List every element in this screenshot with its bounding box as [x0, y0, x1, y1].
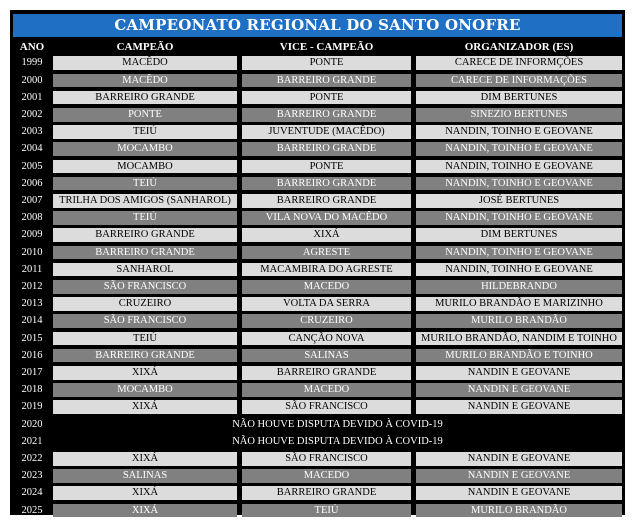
table-title: CAMPEONATO REGIONAL DO SANTO ONOFRE: [13, 14, 622, 37]
table-row: [10, 244, 625, 261]
organizer-cell: DIM BERTUNES: [416, 91, 622, 105]
champion-cell: SÃO FRANCISCO: [53, 314, 237, 328]
year-cell: 2018: [21, 384, 43, 396]
runner-up-cell: PONTE: [242, 160, 411, 174]
champion-cell: XIXÁ: [53, 504, 237, 518]
year-cell: 2004: [21, 143, 43, 155]
year-cell: 2014: [21, 315, 43, 327]
year-cell: 2006: [21, 177, 43, 189]
year-cell: 2009: [21, 229, 43, 241]
header-year: ANO: [19, 41, 45, 53]
runner-up-cell: MACEDO: [242, 469, 411, 483]
table-row: [10, 330, 625, 347]
champion-cell: XIXÁ: [53, 486, 237, 500]
year-cell: 2024: [21, 487, 43, 499]
runner-up-cell: BARREIRO GRANDE: [242, 74, 411, 88]
table-body: [10, 10, 625, 515]
organizer-cell: NANDIN E GEOVANE: [416, 452, 622, 466]
table-row: [10, 382, 625, 399]
table-row: [10, 296, 625, 313]
year-cell: 2020: [21, 418, 43, 430]
champion-cell: TEIÚ: [53, 177, 237, 191]
table-row: [10, 141, 625, 158]
runner-up-cell: MACAMBIRA DO AGRESTE: [242, 263, 411, 277]
organizer-cell: MURILO BRANDÃO: [416, 504, 622, 518]
table-row: [10, 468, 625, 485]
table-row: [10, 433, 625, 450]
runner-up-cell: MACEDO: [242, 383, 411, 397]
runner-up-cell: BARREIRO GRANDE: [242, 486, 411, 500]
runner-up-cell: CRUZEIRO: [242, 314, 411, 328]
organizer-cell: HILDEBRANDO: [416, 280, 622, 294]
year-cell: 2012: [21, 280, 43, 292]
runner-up-cell: BARREIRO GRANDE: [242, 366, 411, 380]
organizer-cell: DIM BERTUNES: [416, 228, 622, 242]
champion-cell: SÃO FRANCISCO: [53, 280, 237, 294]
year-cell: 2021: [21, 435, 43, 447]
runner-up-cell: SÃO FRANCISCO: [242, 400, 411, 414]
champion-cell: TRILHA DOS AMIGOS (SANHAROL): [53, 194, 237, 208]
table-row: [10, 106, 625, 123]
organizer-cell: NANDIN, TOINHO E GEOVANE: [416, 246, 622, 260]
table-row: [10, 89, 625, 106]
runner-up-cell: PONTE: [242, 56, 411, 70]
table-row: [10, 278, 625, 295]
year-cell: 2022: [21, 452, 43, 464]
year-cell: 2015: [21, 332, 43, 344]
champion-cell: BARREIRO GRANDE: [53, 349, 237, 363]
organizer-cell: NANDIN, TOINHO E GEOVANE: [416, 211, 622, 225]
table-row: [10, 347, 625, 364]
organizer-cell: NANDIN, TOINHO E GEOVANE: [416, 125, 622, 139]
organizer-cell: JOSÉ BERTUNES: [416, 194, 622, 208]
year-cell: 2008: [21, 212, 43, 224]
runner-up-cell: SALINAS: [242, 349, 411, 363]
runner-up-cell: BARREIRO GRANDE: [242, 177, 411, 191]
year-cell: 2001: [21, 91, 43, 103]
table-row: [10, 261, 625, 278]
table-row: [10, 192, 625, 209]
champion-cell: CRUZEIRO: [53, 297, 237, 311]
year-cell: 2005: [21, 160, 43, 172]
champion-cell: MACÊDO: [53, 56, 237, 70]
champion-cell: BARREIRO GRANDE: [53, 246, 237, 260]
champion-cell: SALINAS: [53, 469, 237, 483]
champion-cell: XIXÁ: [53, 452, 237, 466]
table-row: [10, 158, 625, 175]
champion-cell: MOCAMBO: [53, 142, 237, 156]
organizer-cell: SINEZIO BERTUNES: [416, 108, 622, 122]
champion-cell: TEIÚ: [53, 332, 237, 346]
year-cell: 2007: [21, 194, 43, 206]
table-row: [10, 210, 625, 227]
champion-cell: SANHAROL: [53, 263, 237, 277]
year-cell: 2013: [21, 298, 43, 310]
table-row: [10, 227, 625, 244]
table-row: [10, 502, 625, 519]
table-row: [10, 364, 625, 381]
organizer-cell: NANDIN E GEOVANE: [416, 366, 622, 380]
table-row: [10, 124, 625, 141]
organizer-cell: NANDIN E GEOVANE: [416, 469, 622, 483]
year-cell: 2002: [21, 108, 43, 120]
year-cell: 1999: [21, 57, 43, 69]
champion-cell: XIXÁ: [53, 366, 237, 380]
table-row: [10, 399, 625, 416]
champion-cell: BARREIRO GRANDE: [53, 91, 237, 105]
header-runner-up: VICE - CAMPEÃO: [279, 41, 374, 53]
runner-up-cell: SÃO FRANCISCO: [242, 452, 411, 466]
runner-up-cell: BARREIRO GRANDE: [242, 108, 411, 122]
year-cell: 2003: [21, 126, 43, 138]
year-cell: 2000: [21, 74, 43, 86]
runner-up-cell: JUVENTUDE (MACÊDO): [242, 125, 411, 139]
year-cell: 2017: [21, 366, 43, 378]
year-cell: 2010: [21, 246, 43, 258]
champion-cell: XIXÁ: [53, 400, 237, 414]
header-organizer: ORGANIZADOR (ES): [464, 41, 574, 53]
runner-up-cell: VILA NOVA DO MACÊDO: [242, 211, 411, 225]
championship-table: [10, 10, 625, 515]
organizer-cell: NANDIN E GEOVANE: [416, 486, 622, 500]
table-row: [10, 72, 625, 89]
champion-cell: TEIÚ: [53, 211, 237, 225]
organizer-cell: NANDIN E GEOVANE: [416, 383, 622, 397]
organizer-cell: MURILO BRANDÃO E MARIZINHO: [416, 297, 622, 311]
organizer-cell: MURILO BRANDÃO E TOINHO: [416, 349, 622, 363]
table-row: [10, 55, 625, 72]
champion-cell: TEIÚ: [53, 125, 237, 139]
champion-cell: MOCAMBO: [53, 383, 237, 397]
runner-up-cell: BARREIRO GRANDE: [242, 194, 411, 208]
year-cell: 2025: [21, 504, 43, 516]
organizer-cell: MURILO BRANDÃO, NANDIM E TOINHO: [416, 332, 622, 346]
organizer-cell: NANDIN, TOINHO E GEOVANE: [416, 177, 622, 191]
organizer-cell: MURILO BRANDÃO: [416, 314, 622, 328]
table-row: [10, 450, 625, 467]
no-competition-message: NÃO HOUVE DISPUTA DEVIDO À COVID-19: [232, 418, 443, 430]
champion-cell: MOCAMBO: [53, 160, 237, 174]
no-competition-message: NÃO HOUVE DISPUTA DEVIDO À COVID-19: [232, 435, 443, 447]
runner-up-cell: CANÇÃO NOVA: [242, 332, 411, 346]
runner-up-cell: XIXÁ: [242, 228, 411, 242]
organizer-cell: NANDIN, TOINHO E GEOVANE: [416, 160, 622, 174]
runner-up-cell: PONTE: [242, 91, 411, 105]
table-row: [10, 313, 625, 330]
table-row: [10, 416, 625, 433]
organizer-cell: NANDIN, TOINHO E GEOVANE: [416, 263, 622, 277]
runner-up-cell: MACEDO: [242, 280, 411, 294]
year-cell: 2016: [21, 349, 43, 361]
runner-up-cell: VOLTA DA SERRA: [242, 297, 411, 311]
organizer-cell: CARECE DE INFORMÇÕES: [416, 56, 622, 70]
organizer-cell: CARECE DE INFORMAÇÕES: [416, 74, 622, 88]
organizer-cell: NANDIN E GEOVANE: [416, 400, 622, 414]
organizer-cell: NANDIN, TOINHO E GEOVANE: [416, 142, 622, 156]
year-cell: 2023: [21, 470, 43, 482]
champion-cell: PONTE: [53, 108, 237, 122]
runner-up-cell: BARREIRO GRANDE: [242, 142, 411, 156]
champion-cell: BARREIRO GRANDE: [53, 228, 237, 242]
runner-up-cell: TEIÚ: [242, 504, 411, 518]
header-champion: CAMPEÃO: [116, 41, 174, 53]
year-cell: 2011: [21, 263, 43, 275]
table-row: [10, 175, 625, 192]
runner-up-cell: AGRESTE: [242, 246, 411, 260]
table-row: [10, 485, 625, 502]
year-cell: 2019: [21, 401, 43, 413]
champion-cell: MACÊDO: [53, 74, 237, 88]
